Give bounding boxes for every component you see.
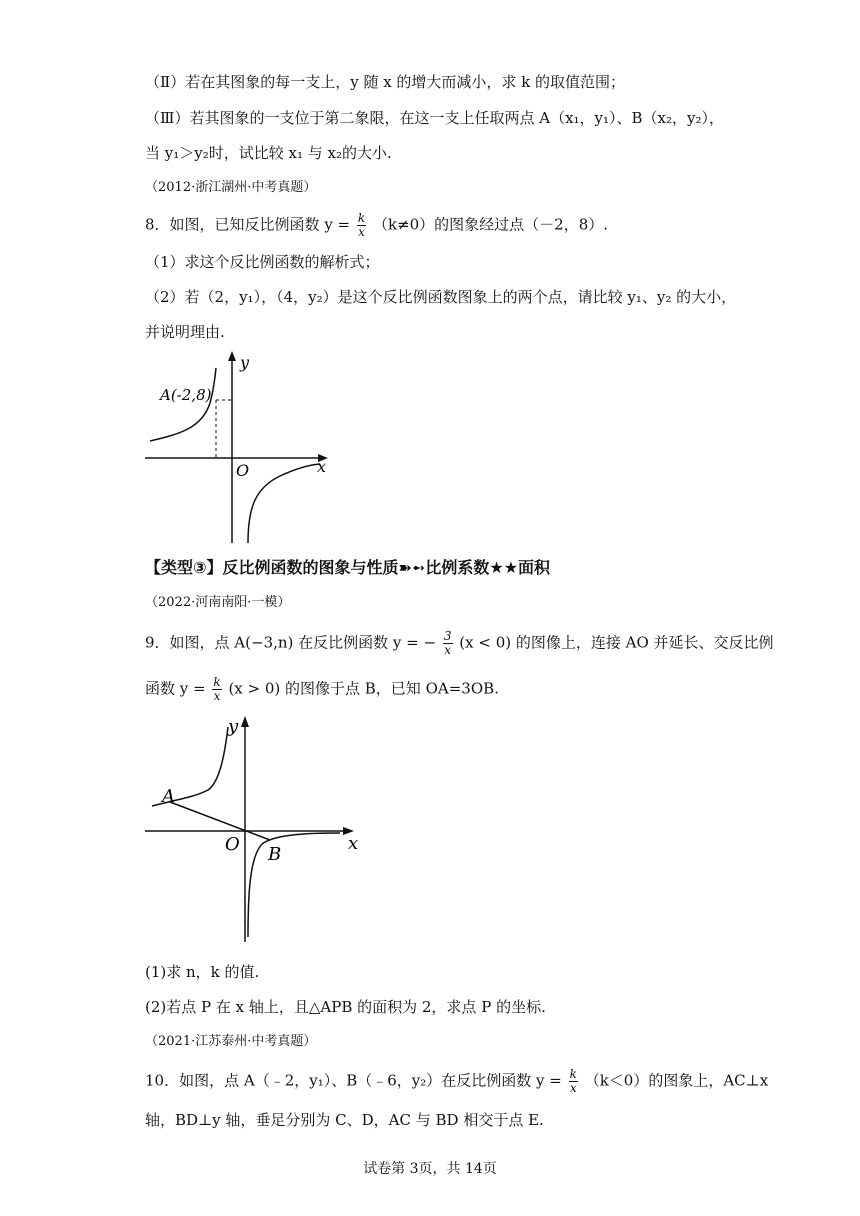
fig8-point-a-label: A(-2,8)	[160, 386, 212, 404]
fig8-origin-label: O	[236, 461, 250, 480]
fraction-3-over-x: $\frac{3}{x}$	[443, 629, 452, 657]
source-q8: （2012·浙江湖州·中考真题）	[145, 180, 317, 195]
q9b-text-pre: 函数 y =	[145, 679, 206, 698]
fig9-x-label: x	[348, 833, 359, 854]
q8-text-pre: 8．如图，已知反比例函数 y =	[145, 215, 351, 234]
question-10-line-b: 轴，BD⊥y 轴，垂足分别为 C、D，AC 与 BD 相交于点 E.	[145, 1111, 544, 1129]
source-q9: （2022·河南南阳·一模）	[145, 595, 291, 610]
figure-q8	[140, 348, 340, 548]
q9-part-1: (1)求 n，k 的值.	[145, 963, 260, 981]
question-9-line-a	[145, 630, 774, 657]
fraction-k-over-x-3: $\frac{k}{x}$	[569, 1067, 577, 1095]
fig9-point-b-label: B	[268, 844, 282, 865]
question-10-line-a	[145, 1068, 768, 1095]
q9a-text-post: (x < 0) 的图像上，连接 AO 并延长、交反比例	[459, 633, 774, 652]
q8-part-2a: （2）若（2，y₁），（4，y₂）是这个反比例函数图象上的两个点，请比较 y₁、y₂ 的大小，	[145, 288, 737, 306]
line-part-3a: （Ⅲ）若其图象的一支位于第二象限，在这一支上任取两点 A（x₁，y₁）、B（x₂，y₂），	[145, 109, 725, 127]
source-q10: （2021·江苏泰州·中考真题）	[145, 1034, 317, 1049]
q10a-text-post: （k＜0）的图象上，AC⊥x	[584, 1071, 769, 1090]
fig9-point-a-label: A	[162, 786, 175, 807]
line-part-2: （Ⅱ）若在其图象的每一支上，y 随 x 的增大而减小，求 k 的取值范围；	[145, 73, 626, 91]
q9a-text-pre: 9．如图，点 A(−3,n) 在反比例函数 y = −	[145, 633, 437, 652]
fraction-k-over-x: $\frac{k}{x}$	[357, 211, 366, 239]
line-part-3b: 当 y₁＞y₂时，试比较 x₁ 与 x₂的大小.	[145, 144, 392, 162]
question-9-line-b	[145, 676, 499, 703]
fig8-x-label: x	[317, 457, 327, 476]
page-footer: 试卷第 3页，共 14页	[363, 1161, 497, 1177]
figure-q9	[140, 712, 370, 947]
q8-text-post: （k≠0）的图象经过点（－2，8）.	[372, 215, 609, 234]
q9-part-2: (2)若点 P 在 x 轴上，且△APB 的面积为 2，求点 P 的坐标.	[145, 998, 546, 1016]
fig8-y-label: y	[240, 353, 250, 372]
q8-part-1: （1）求这个反比例函数的解析式；	[145, 253, 380, 271]
fraction-k-over-x-2: $\frac{k}{x}$	[213, 675, 221, 703]
q8-part-2b: 并说明理由.	[145, 323, 225, 341]
section-heading: 【类型③】反比例函数的图象与性质➽➻比例系数★★面积	[145, 558, 551, 577]
fig9-origin-label: O	[225, 834, 240, 855]
question-8-line	[145, 212, 608, 239]
q10a-text-pre: 10．如图，点 A（﹣2，y₁）、B（﹣6，y₂）在反比例函数 y =	[145, 1071, 562, 1090]
q9b-text-post: (x > 0) 的图像于点 B，已知 OA=3OB.	[228, 679, 499, 698]
fig9-y-label: y	[228, 716, 239, 737]
